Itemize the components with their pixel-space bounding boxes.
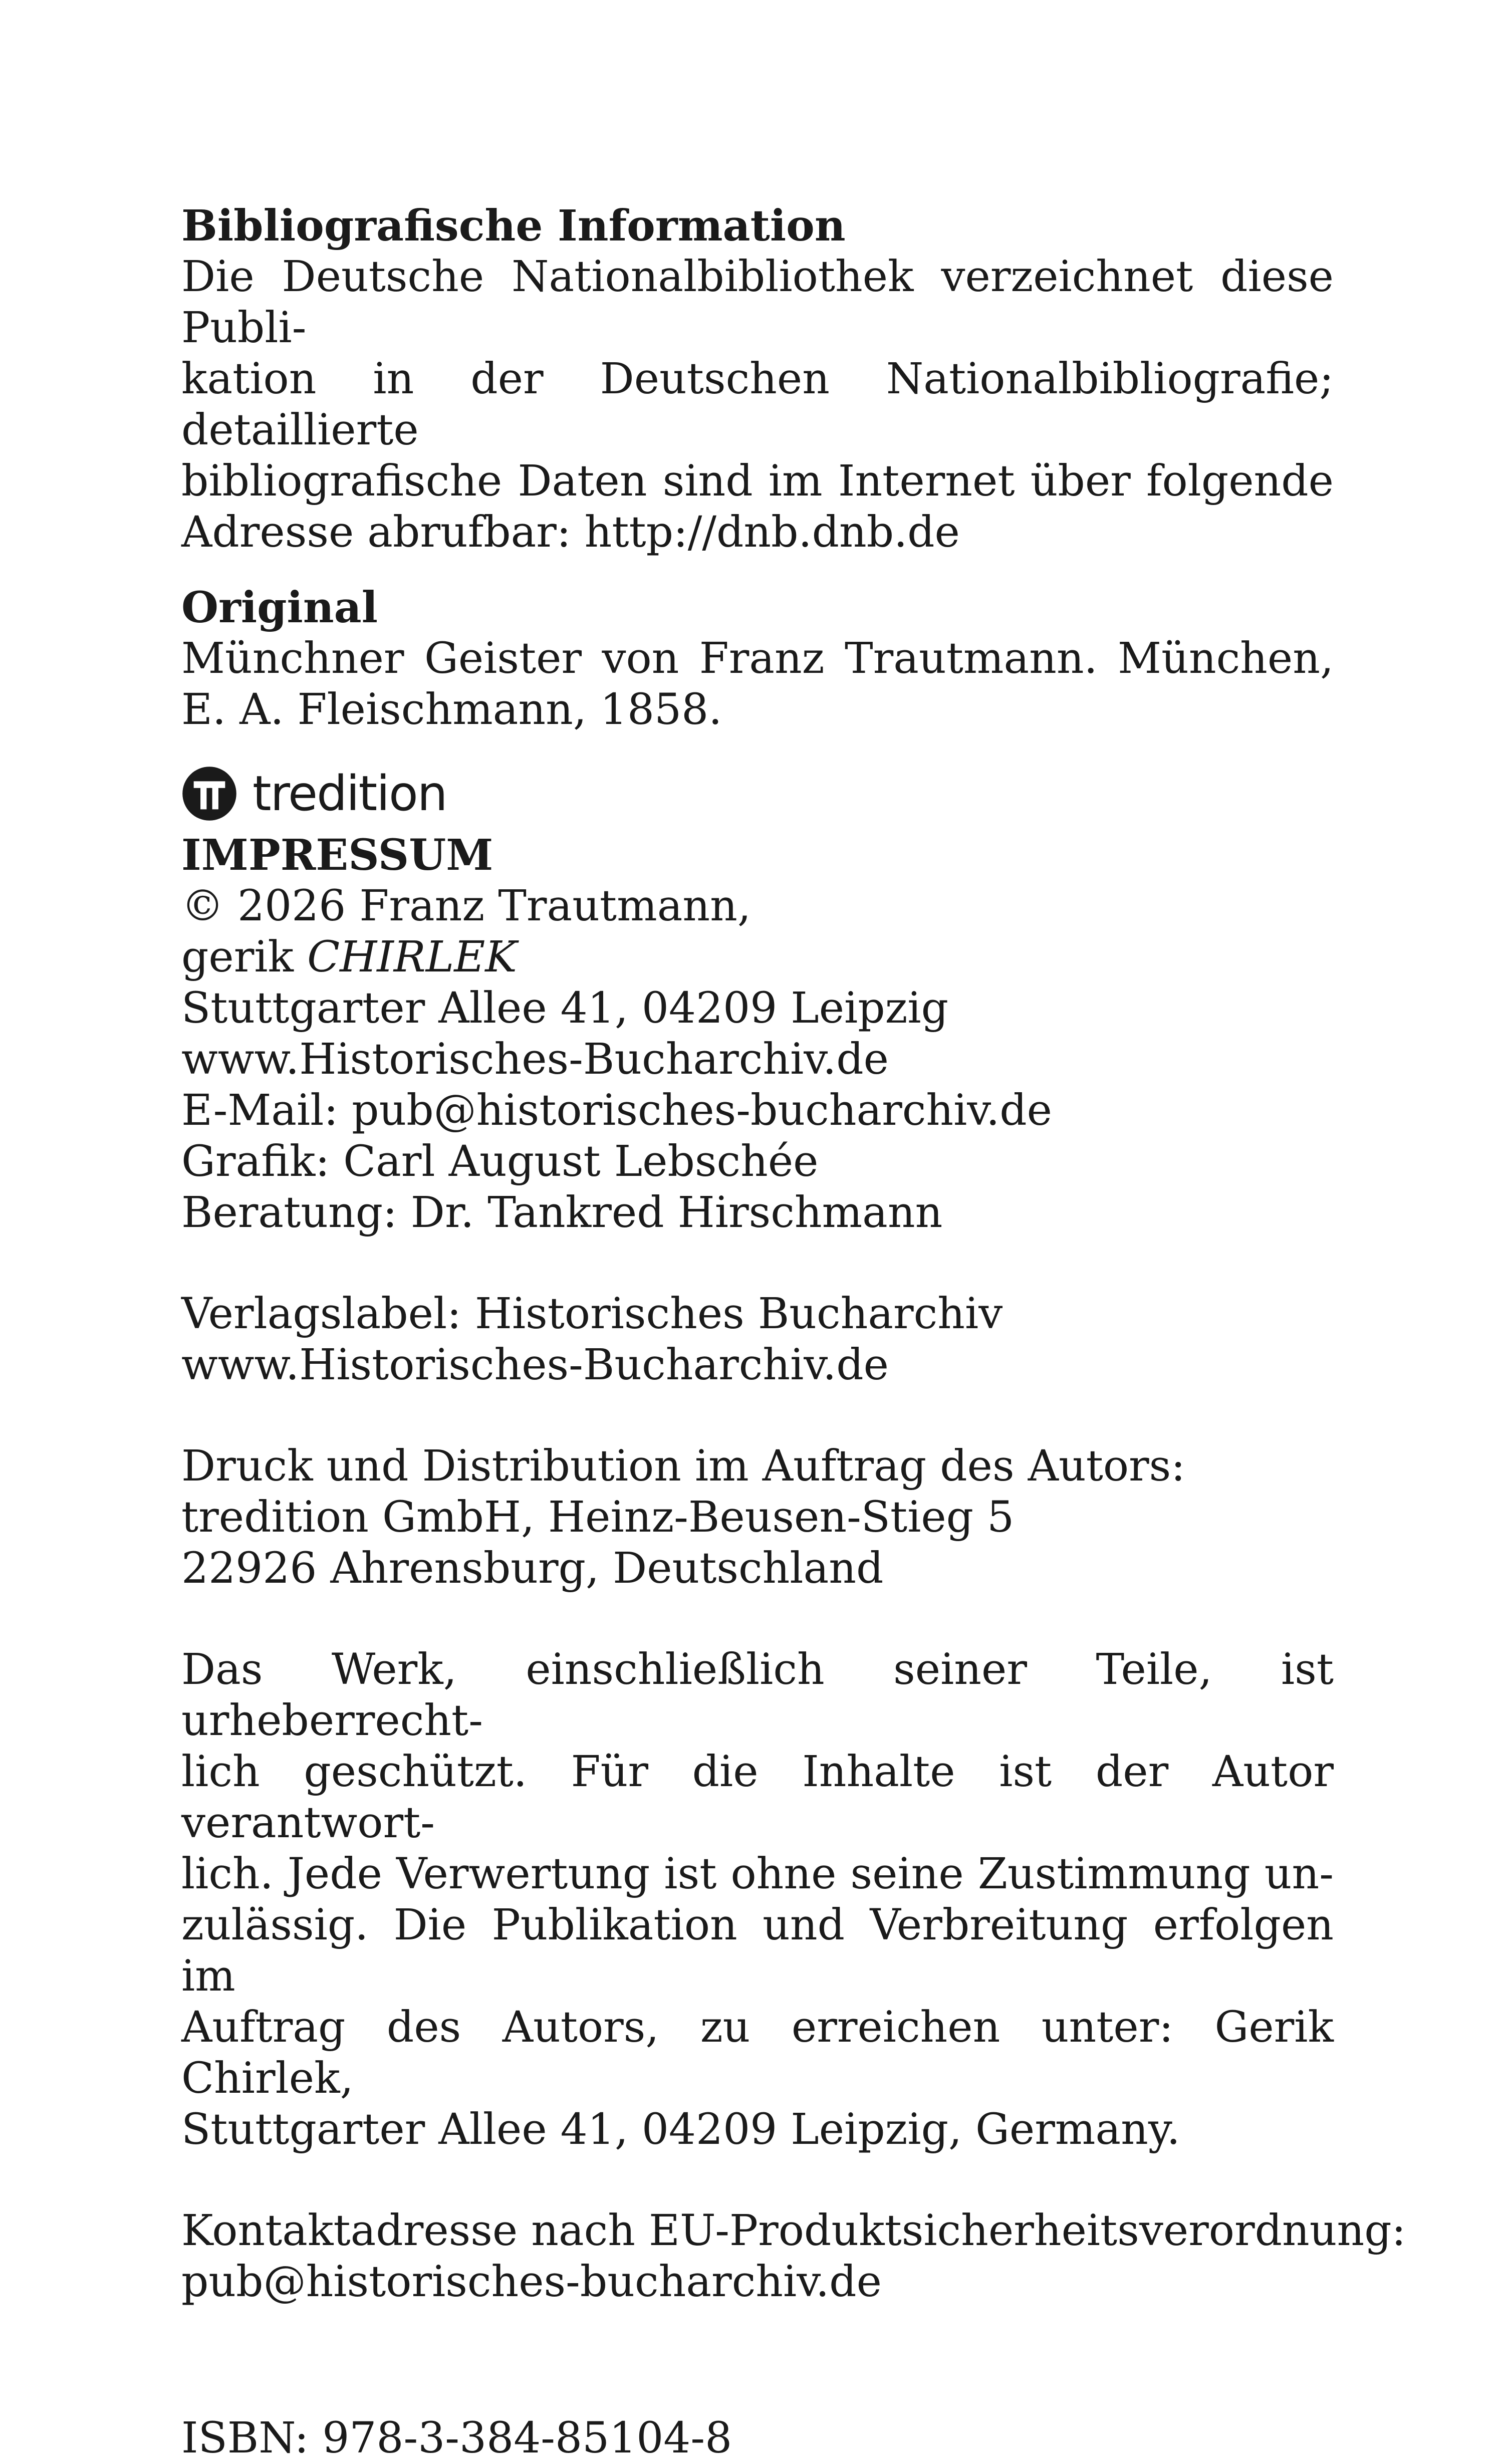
bibliographic-line: Die Deutsche Nationalbibliothek verzeichnet diese Publi-: [181, 252, 1334, 353]
beratung-line: Beratung: Dr. Tankred Hirschmann: [181, 1188, 943, 1238]
rights-line: lich geschützt. Für die Inhalte ist der Autor verantwort-: [181, 1747, 1334, 1848]
bibliographic-line: Adresse abrufbar: http://dnb.dnb.de: [181, 508, 960, 557]
label-line: Verlagslabel: Historisches Bucharchiv: [181, 1289, 1003, 1339]
contact-line: Kontaktadresse nach EU-Produktsicherheitsverordnung:: [181, 2206, 1406, 2256]
print-line: 22926 Ahrensburg, Deutschland: [181, 1544, 884, 1593]
print-line: tredition GmbH, Heinz-Beusen-Stieg 5: [181, 1493, 1015, 1542]
print-section: [181, 1441, 1334, 1594]
rights-line: lich. Jede Verwertung ist ohne seine Zustimmung un-: [181, 1849, 1334, 1899]
label-section: [181, 1289, 1334, 1391]
rights-line: Das Werk, einschließlich seiner Teile, ist urheberrecht-: [181, 1645, 1334, 1746]
publisher-name: CHIRLEK: [307, 932, 517, 982]
original-line: E. A. Fleischmann, 1858.: [181, 685, 722, 734]
tredition-wordmark: tredition: [253, 766, 447, 822]
bibliographic-line: bibliografische Daten sind im Internet über folgende: [181, 456, 1334, 506]
impressum-heading: IMPRESSUM: [181, 830, 493, 880]
grafik-line: Grafik: Carl August Lebschée: [181, 1137, 819, 1186]
isbn-section: [181, 2413, 1334, 2464]
copyright-line: © 2026 Franz Trautmann,: [181, 881, 751, 931]
bibliographic-section: [181, 200, 1334, 558]
website-link[interactable]: www.Historisches-Bucharchiv.de: [181, 1035, 889, 1084]
rights-line: Auftrag des Autors, zu erreichen unter: Gerik Chirlek,: [181, 2003, 1334, 2103]
tredition-logo-icon: [181, 766, 237, 822]
contact-section: [181, 2205, 1406, 2308]
address-line: Stuttgarter Allee 41, 04209 Leipzig: [181, 983, 948, 1033]
publisher-prefix: gerik: [181, 932, 308, 982]
rights-section: [181, 1644, 1334, 2155]
print-line: Druck und Distribution im Auftrag des Autors:: [181, 1441, 1185, 1491]
tredition-logo: [181, 764, 1334, 824]
contact-email[interactable]: pub@historisches-bucharchiv.de: [181, 2257, 882, 2307]
rights-line: Stuttgarter Allee 41, 04209 Leipzig, Germany.: [181, 2105, 1180, 2154]
original-heading: Original: [181, 583, 378, 633]
rights-line: zulässig. Die Publikation und Verbreitung erfolgen im: [181, 1900, 1334, 2001]
original-line: Münchner Geister von Franz Trautmann. München,: [181, 634, 1334, 683]
label-website-link[interactable]: www.Historisches-Bucharchiv.de: [181, 1340, 889, 1390]
email-line[interactable]: E-Mail: pub@historisches-bucharchiv.de: [181, 1086, 1052, 1135]
isbn-line: ISBN: 978-3-384-85104-8: [181, 2413, 732, 2463]
bibliographic-heading: Bibliografische Information: [181, 201, 846, 251]
publisher-line: [181, 932, 1334, 983]
bibliographic-line: kation in der Deutschen Nationalbibliografie; detaillierte: [181, 354, 1334, 455]
imprint-page: [181, 200, 1406, 2464]
impressum-section: [181, 830, 1334, 1239]
original-section: [181, 582, 1334, 735]
